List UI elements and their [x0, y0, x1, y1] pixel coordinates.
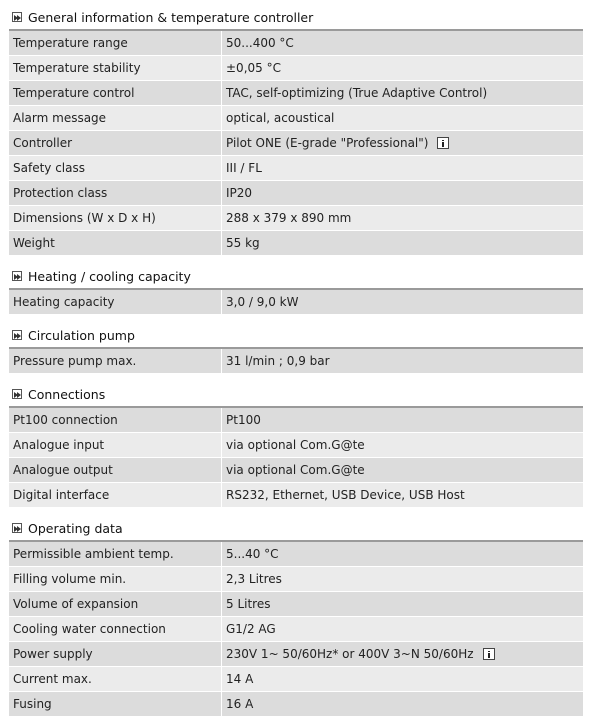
spec-label: Protection class	[9, 181, 222, 205]
spec-value-cell	[222, 106, 583, 130]
spec-value-cell	[222, 131, 583, 155]
section-title: General information & temperature controller	[28, 9, 314, 25]
section-header[interactable]	[9, 5, 583, 31]
spec-value-cell	[222, 31, 583, 55]
double-chevron-right-icon[interactable]	[12, 330, 22, 340]
spec-row	[9, 106, 583, 131]
spec-value-cell	[222, 592, 583, 616]
spec-value: via optional Com.G@te	[226, 438, 365, 452]
spec-label: Dimensions (W x D x H)	[9, 206, 222, 230]
spec-value: 5...40 °C	[226, 547, 279, 561]
spec-row	[9, 56, 583, 81]
spec-row	[9, 81, 583, 106]
spec-label: Cooling water connection	[9, 617, 222, 641]
spec-value-cell	[222, 542, 583, 566]
section-header[interactable]	[9, 264, 583, 290]
spec-label: Pt100 connection	[9, 408, 222, 432]
spec-label: Pressure pump max.	[9, 349, 222, 373]
section-title: Operating data	[28, 520, 123, 536]
spec-label: Alarm message	[9, 106, 222, 130]
spec-value-cell	[222, 290, 583, 314]
spec-value-cell	[222, 408, 583, 432]
spec-value: G1/2 AG	[226, 622, 276, 636]
spec-value: 55 kg	[226, 236, 260, 250]
spec-value: III / FL	[226, 161, 262, 175]
spec-row	[9, 131, 583, 156]
spec-value: TAC, self-optimizing (True Adaptive Control)	[226, 86, 488, 100]
spec-value: 2,3 Litres	[226, 572, 282, 586]
section-gap	[9, 315, 583, 323]
spec-row	[9, 231, 583, 256]
spec-label: Safety class	[9, 156, 222, 180]
section-title: Heating / cooling capacity	[28, 268, 191, 284]
spec-value-cell	[222, 458, 583, 482]
spec-label: Weight	[9, 231, 222, 255]
spec-value: 288 x 379 x 890 mm	[226, 211, 352, 225]
spec-row	[9, 433, 583, 458]
spec-label: Analogue input	[9, 433, 222, 457]
spec-value-cell	[222, 56, 583, 80]
spec-value: IP20	[226, 186, 253, 200]
spec-value-cell	[222, 483, 583, 507]
spec-row	[9, 349, 583, 374]
spec-sheet	[9, 5, 583, 717]
spec-value-cell	[222, 349, 583, 373]
spec-value: 50...400 °C	[226, 36, 294, 50]
spec-value-cell	[222, 567, 583, 591]
spec-label: Controller	[9, 131, 222, 155]
double-chevron-right-icon[interactable]	[12, 271, 22, 281]
spec-value-cell	[222, 206, 583, 230]
spec-row	[9, 408, 583, 433]
spec-value: ±0,05 °C	[226, 61, 281, 75]
spec-value-cell	[222, 81, 583, 105]
spec-label: Current max.	[9, 667, 222, 691]
section-gap	[9, 256, 583, 264]
double-chevron-right-icon[interactable]	[12, 389, 22, 399]
spec-value-cell	[222, 181, 583, 205]
spec-row	[9, 31, 583, 56]
info-icon[interactable]	[483, 648, 495, 660]
spec-value-cell	[222, 617, 583, 641]
double-chevron-right-icon[interactable]	[12, 12, 22, 22]
spec-value-cell	[222, 156, 583, 180]
section-header[interactable]	[9, 323, 583, 349]
spec-label: Temperature control	[9, 81, 222, 105]
spec-row	[9, 567, 583, 592]
section-header[interactable]	[9, 382, 583, 408]
spec-row	[9, 483, 583, 508]
spec-label: Heating capacity	[9, 290, 222, 314]
double-chevron-right-icon[interactable]	[12, 523, 22, 533]
spec-row	[9, 206, 583, 231]
spec-label: Permissible ambient temp.	[9, 542, 222, 566]
spec-label: Power supply	[9, 642, 222, 666]
spec-row	[9, 617, 583, 642]
spec-row	[9, 458, 583, 483]
spec-row	[9, 667, 583, 692]
spec-value: optical, acoustical	[226, 111, 335, 125]
spec-row	[9, 692, 583, 717]
spec-label: Digital interface	[9, 483, 222, 507]
spec-value-cell	[222, 667, 583, 691]
section-title: Connections	[28, 386, 106, 402]
section-header[interactable]	[9, 516, 583, 542]
spec-row	[9, 156, 583, 181]
spec-value-cell	[222, 642, 583, 666]
section-gap	[9, 508, 583, 516]
spec-value: RS232, Ethernet, USB Device, USB Host	[226, 488, 465, 502]
spec-label: Temperature stability	[9, 56, 222, 80]
spec-value: via optional Com.G@te	[226, 463, 365, 477]
spec-label: Volume of expansion	[9, 592, 222, 616]
spec-value: 3,0 / 9,0 kW	[226, 295, 299, 309]
spec-label: Temperature range	[9, 31, 222, 55]
spec-label: Filling volume min.	[9, 567, 222, 591]
info-icon[interactable]	[437, 137, 449, 149]
spec-row	[9, 542, 583, 567]
spec-value: 5 Litres	[226, 597, 271, 611]
spec-value: 31 l/min ; 0,9 bar	[226, 354, 330, 368]
spec-label: Fusing	[9, 692, 222, 716]
section-gap	[9, 374, 583, 382]
spec-value: 14 A	[226, 672, 254, 686]
spec-value: Pilot ONE (E-grade "Professional")	[226, 136, 429, 150]
spec-row	[9, 592, 583, 617]
spec-value-cell	[222, 231, 583, 255]
spec-row	[9, 181, 583, 206]
spec-value-cell	[222, 692, 583, 716]
spec-row	[9, 290, 583, 315]
spec-value-cell	[222, 433, 583, 457]
section-title: Circulation pump	[28, 327, 135, 343]
spec-row	[9, 642, 583, 667]
spec-label: Analogue output	[9, 458, 222, 482]
spec-value: 16 A	[226, 697, 254, 711]
spec-value: 230V 1~ 50/60Hz* or 400V 3~N 50/60Hz	[226, 647, 474, 661]
spec-value: Pt100	[226, 413, 261, 427]
